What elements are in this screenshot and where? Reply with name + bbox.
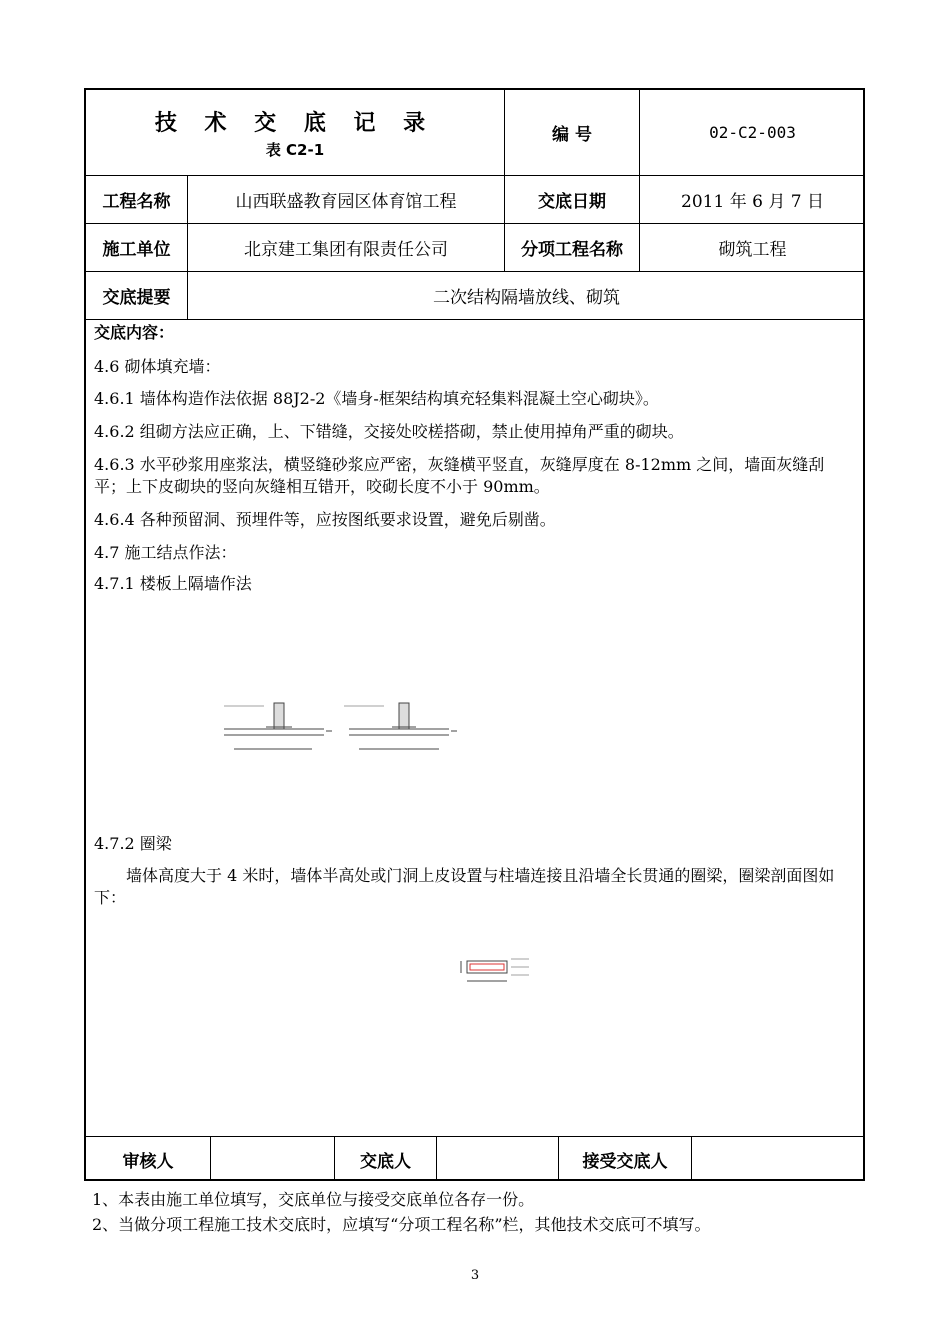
content-line: 4.6.3 水平砂浆用座浆法，横竖缝砂浆应严密，灰缝横平竖直，灰缝厚度在 8-12mm 之间，墙面灰缝刮平；上下皮砌块的竖向灰缝相互错开，咬砌长度不小于 90mm。 (94, 455, 825, 496)
ring-beam-section-diagram (439, 955, 559, 990)
date-value: 2011 年 6 月 7 日 (639, 176, 865, 223)
header-row (86, 90, 863, 176)
reviewer-signature (210, 1137, 334, 1181)
title-cell (86, 90, 504, 175)
content-line: 4.7.2 圈梁 (94, 834, 172, 853)
partition-wall-diagram (214, 695, 484, 755)
content-line: 4.6.4 各种预留洞、预埋件等，应按图纸要求设置，避免后剔凿。 (94, 510, 556, 529)
content-area (86, 320, 863, 1137)
summary-value: 二次结构隔墙放线、砌筑 (187, 272, 865, 319)
content-line: 4.6.2 组砌方法应正确，上、下错缝，交接处咬槎搭砌，禁止使用掉角严重的砌块。 (94, 422, 684, 441)
subproject-label: 分项工程名称 (504, 224, 639, 271)
project-row (86, 176, 863, 224)
summary-label: 交底提要 (102, 288, 171, 308)
discloser-label: 交底人 (334, 1137, 436, 1181)
project-name: 山西联盛教育园区体育馆工程 (187, 176, 504, 223)
content-line: 4.7 施工结点作法： (94, 543, 237, 562)
signature-row (86, 1137, 863, 1181)
content-line: 4.7.1 楼板上隔墙作法 (94, 574, 252, 593)
footnote: 2、当做分项工程施工技术交底时，应填写“分项工程名称”栏，其他技术交底可不填写。 (92, 1215, 711, 1234)
content-body (94, 320, 855, 1136)
form-code: 表 C2-1 (265, 140, 325, 159)
receiver-signature (691, 1137, 865, 1181)
contractor-label: 施工单位 (102, 240, 171, 260)
content-line: 墙体高度大于 4 米时，墙体半高处或门洞上皮设置与柱墙连接且沿墙全长贯通的圈梁，圈梁剖面图如下： (94, 866, 835, 907)
page-number: 3 (470, 1268, 480, 1283)
contractor-value: 北京建工集团有限责任公司 (187, 224, 504, 271)
number-label: 编 号 (504, 90, 639, 175)
discloser-signature (436, 1137, 558, 1181)
content-line: 4.6 砌体填充墙： (94, 357, 221, 376)
receiver-label: 接受交底人 (558, 1137, 691, 1181)
content-line: 4.6.1 墙体构造作法依据 88J2-2《墙身-框架结构填充轻集料混凝土空心砌块》。 (94, 389, 659, 408)
footnote: 1、本表由施工单位填写，交底单位与接受交底单位各存一份。 (92, 1190, 535, 1209)
page-title: 技 术 交 底 记 录 (154, 110, 436, 136)
project-name-label: 工程名称 (102, 192, 171, 212)
reviewer-label: 审核人 (122, 1151, 174, 1172)
content-heading: 交底内容： (94, 323, 175, 342)
disclosure-form (84, 88, 865, 1181)
number-value: 02-C2-003 (639, 90, 865, 175)
subproject-value: 砌筑工程 (639, 224, 865, 271)
summary-row (86, 272, 863, 320)
date-label: 交底日期 (504, 176, 639, 223)
contractor-row (86, 224, 863, 272)
